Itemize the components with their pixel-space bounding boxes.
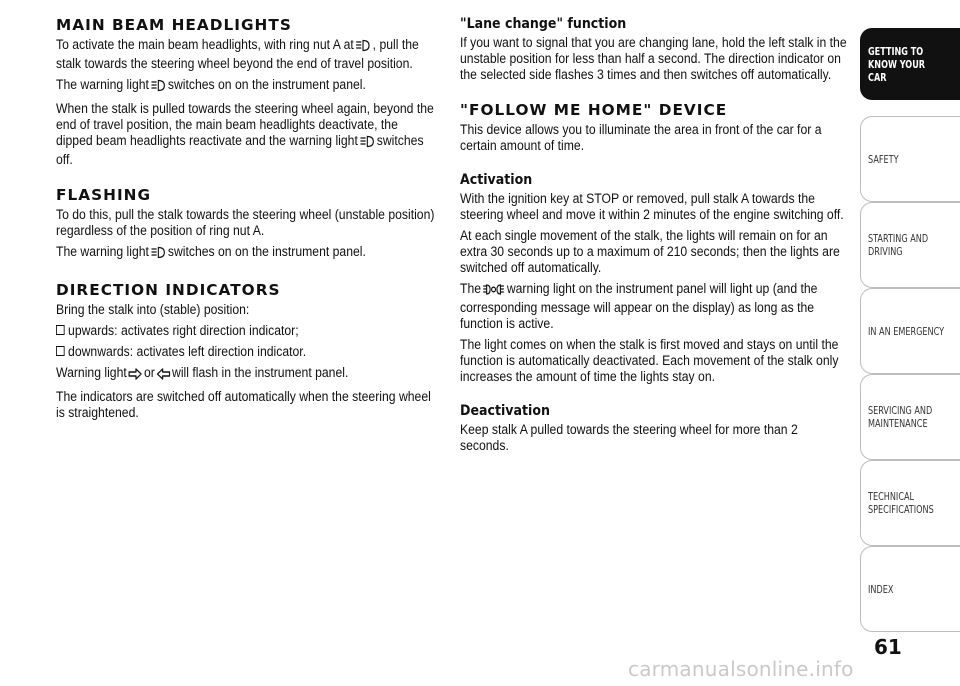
text: downwards: activates left direction indicator. <box>68 344 307 360</box>
main-beam-heading: MAIN BEAM HEADLIGHTS <box>56 16 292 34</box>
direction-list <box>56 323 435 360</box>
left-arrow-icon <box>157 368 171 384</box>
tab-label: GETTING TO KNOW YOUR CAR <box>868 44 926 84</box>
main-beam-headlight-icon <box>355 39 370 56</box>
text: To activate the main beam headlights, with ring nut A at <box>56 37 354 53</box>
text: switches on on the instrument panel. <box>167 244 366 260</box>
tab-label: INDEX <box>868 582 894 596</box>
text: stalk towards the steering wheel beyond the end of travel position. <box>56 56 413 72</box>
bullet-box-icon <box>56 346 65 356</box>
right-arrow-icon <box>128 368 142 384</box>
text: The <box>460 281 482 297</box>
tab-safety[interactable] <box>860 116 960 202</box>
text: The warning light <box>56 77 149 93</box>
follow-me-home-paragraph: This device allows you to illuminate the area in front of the car for a certain amount of time. <box>460 122 822 154</box>
tab-getting-to-know-your-car[interactable] <box>860 28 960 100</box>
main-beam-headlight-icon <box>151 246 166 263</box>
text: Warning light <box>56 365 127 381</box>
lane-change-heading: "Lane change" function <box>460 16 627 32</box>
tab-label: STARTING AND DRIVING <box>868 232 929 258</box>
tab-label: SAFETY <box>868 152 899 166</box>
right-column <box>460 16 848 459</box>
text: upwards: activates right direction indicator; <box>68 323 299 339</box>
lane-change-paragraph: If you want to signal that you are changing lane, hold the left stalk in the unstable position for less than half a second. The direction indicator on the selected side flashes 3 times and then switches off automatically. <box>460 35 847 83</box>
activation-paragraph-1: With the ignition key at STOP or removed, pull stalk A towards the steering wheel and move it within 2 minutes of the engine switching off. <box>460 191 844 223</box>
follow-me-home-icon <box>483 283 505 300</box>
tab-label: IN AN EMERGENCY <box>868 324 945 338</box>
direction-paragraph-3: The indicators are switched off automatically when the steering wheel is straightened. <box>56 389 431 421</box>
deactivation-paragraph: Keep stalk A pulled towards the steering wheel for more than 2 seconds. <box>460 422 798 454</box>
page-number: 61 <box>874 635 902 659</box>
left-column <box>56 16 436 426</box>
text: , pull the <box>372 37 419 53</box>
text: warning light on the instrument panel will light up (and the corresponding message will appear on the display) as long as the function is active. <box>460 281 818 332</box>
tab-technical-specifications[interactable] <box>860 460 960 546</box>
main-beam-headlight-icon <box>360 135 375 152</box>
deactivation-heading: Deactivation <box>460 403 550 419</box>
list-item <box>56 344 435 360</box>
tab-starting-and-driving[interactable] <box>860 202 960 288</box>
tab-label: TECHNICAL SPECIFICATIONS <box>868 490 934 516</box>
text: The warning light <box>56 244 149 260</box>
flashing-paragraph-2 <box>56 244 435 263</box>
bullet-box-icon <box>56 325 65 335</box>
main-beam-paragraph-3 <box>56 101 435 168</box>
activation-paragraph-4: The light comes on when the stalk is first moved and stays on until the function is automatically deactivated. Each movement of the stalk only increases the amount of time the lights stay on. <box>460 337 839 385</box>
tab-index[interactable] <box>860 546 960 632</box>
text: switches on on the instrument panel. <box>167 77 366 93</box>
main-beam-headlight-icon <box>151 79 166 96</box>
list-item <box>56 323 435 339</box>
follow-me-home-heading: "FOLLOW ME HOME" DEVICE <box>460 101 728 119</box>
flashing-paragraph-1: To do this, pull the stalk towards the steering wheel (unstable position) regardless of the position of ring nut A. <box>56 207 435 239</box>
tab-label: SERVICING AND MAINTENANCE <box>868 404 933 430</box>
activation-paragraph-2: At each single movement of the stalk, the lights will remain on for an extra 30 seconds up to a maximum of 210 seconds; then the lights are switched off automatically. <box>460 228 840 276</box>
flashing-heading: FLASHING <box>56 186 152 204</box>
main-beam-paragraph-2 <box>56 77 435 96</box>
activation-heading: Activation <box>460 172 533 188</box>
direction-paragraph-2 <box>56 365 435 384</box>
text: will flash in the instrument panel. <box>172 365 349 381</box>
text: or <box>143 365 155 381</box>
watermark: carmanualsonline.info <box>628 657 854 681</box>
text: switches off. <box>56 133 424 168</box>
direction-indicators-heading: DIRECTION INDICATORS <box>56 281 281 299</box>
tab-in-an-emergency[interactable] <box>860 288 960 374</box>
direction-paragraph-1: Bring the stalk into (stable) position: <box>56 302 250 318</box>
main-beam-paragraph-1 <box>56 37 435 72</box>
text: When the stalk is pulled towards the steering wheel again, beyond the end of travel position, the main beam headlights deactivate, the dipped beam headlights reactivate and the warning light <box>56 101 434 149</box>
activation-paragraph-3 <box>460 281 847 332</box>
tab-servicing-and-maintenance[interactable] <box>860 374 960 460</box>
